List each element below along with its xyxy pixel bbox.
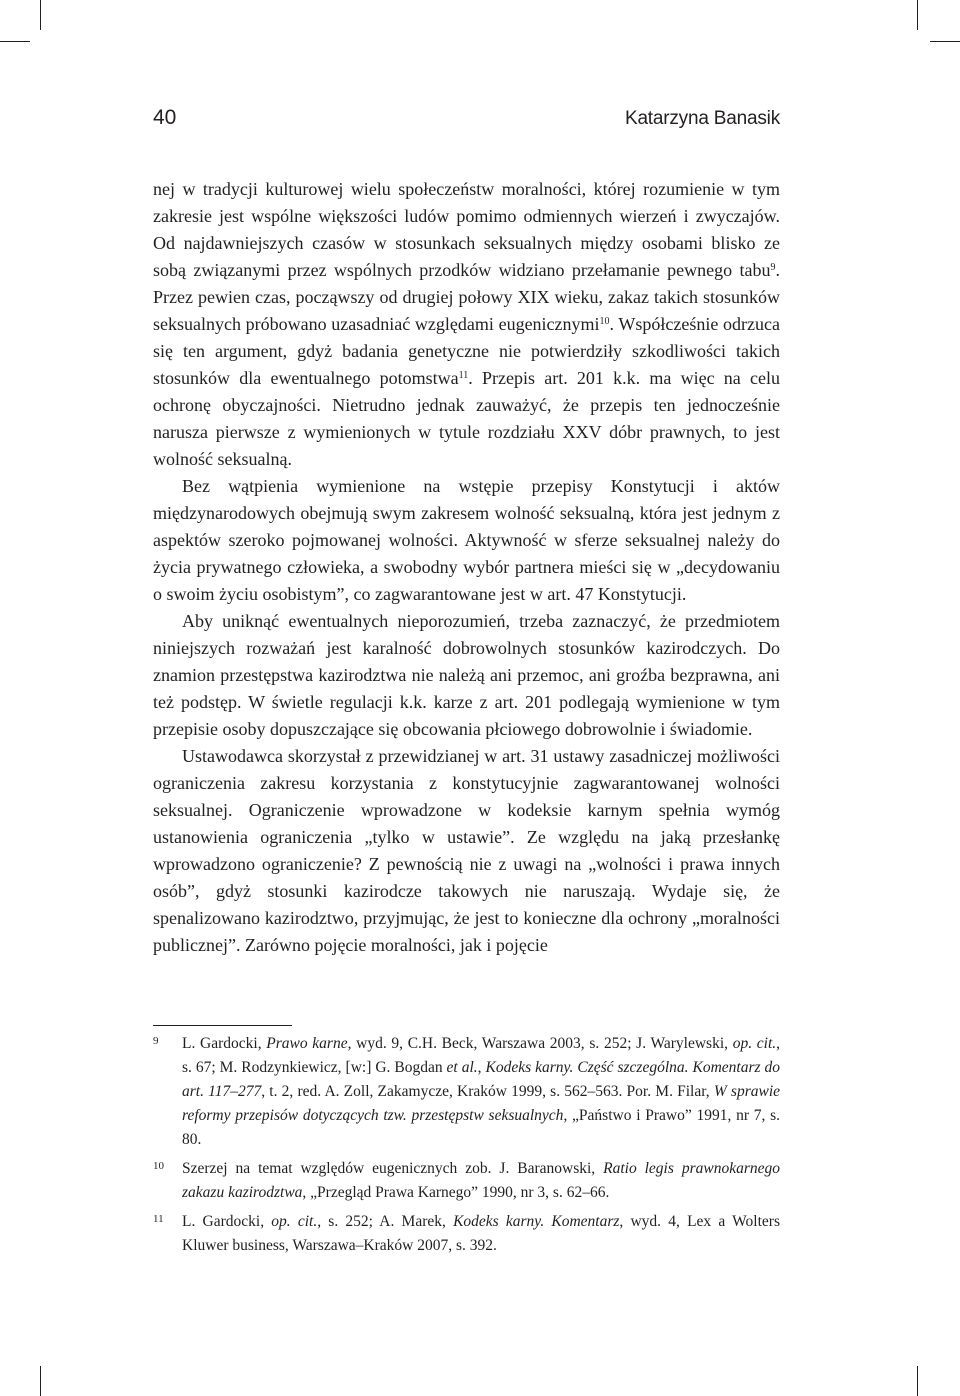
footnote bbox=[153, 1210, 780, 1258]
text-run: , wyd. 9, C.H. Beck, Warszawa 2003, s. 252; J. Warylewski, bbox=[347, 1035, 733, 1052]
footnote-number: 9 bbox=[153, 1035, 159, 1047]
italic-run: et al. bbox=[446, 1059, 478, 1076]
paragraph: Aby uniknąć ewentualnych nieporozumień, trzeba zaznaczyć, że przedmiotem niniejszych rozważań jest karalność dobrowolnych stosunków kazirodczych. Do znamion przestępstwa kazirodztwa nie należą ani przemoc, ani groźba bezprawna, ani też podstęp. W świetle regulacji k.k. karze z art. 201 podlegają wymienione w tym przepisie osoby dopuszczające się obcowania płciowego dobrowolnie i świadomie. bbox=[153, 611, 780, 739]
italic-run: W sprawie reformy przepisów dotyczących tzw. przestępstw seksualnych bbox=[182, 1083, 781, 1124]
footnote-separator bbox=[153, 1025, 292, 1026]
crop-mark bbox=[40, 1366, 41, 1396]
text-run: Szerzej na temat względów eugenicznych zob. J. Baranowski, bbox=[182, 1160, 604, 1177]
footnote-ref: 10 bbox=[599, 316, 610, 327]
crop-mark bbox=[40, 0, 41, 30]
footnote-ref: 9 bbox=[770, 262, 776, 273]
text-run: L. Gardocki, bbox=[182, 1035, 267, 1052]
italic-run: Prawo karne bbox=[266, 1035, 348, 1052]
text-run: , wyd. 4, Lex a Wolters Kluwer business, Warszawa–Kraków 2007, s. 392. bbox=[182, 1213, 780, 1254]
italic-run: Kodeks karny. Część szczególna. Komentarz do art. 117–277 bbox=[182, 1059, 780, 1100]
text-run: . Przepis art. 201 k.k. ma więc na celu ochronę obyczajności. Nietrudno jednak zauważyć, że przepis ten jednocześnie narusza pierwsze z wymienionych w tytule rozdziału XXV dóbr prawnych, to jest wolność seksualną. bbox=[153, 368, 780, 469]
text-run: , s. 67; M. Rodzynkiewicz, [w:] G. Bogdan bbox=[182, 1035, 781, 1076]
paragraph: Bez wątpienia wymienione na wstępie przepisy Konstytucji i aktów międzynarodowych obejmują swym zakresem wolność seksualną, która jest jednym z aspektów szeroko pojmowanej wolności. Aktywność w sferze seksualnej należy do życia prywatnego człowieka, a swobodny wybór partnera mieści się w „decydowaniu o swoim życiu osobistym”, co zagwarantowane jest w art. 47 Konstytucji. bbox=[153, 476, 780, 604]
footnote bbox=[153, 1157, 780, 1205]
crop-mark bbox=[917, 1366, 918, 1396]
text-run: L. Gardocki, bbox=[182, 1213, 272, 1230]
text-run: , „Państwo i Prawo” 1991, nr 7, s. 80. bbox=[182, 1107, 781, 1148]
text-run: . Współcześnie odrzuca się ten argument, gdyż badania genetyczne nie potwierdziły szkodliwości takich stosunków dla ewentualnego potomstwa bbox=[153, 314, 780, 388]
text-run: , t. 2, red. A. Zoll, Zakamycze, Kraków 1999, s. 562–563. Por. M. Filar, bbox=[261, 1083, 714, 1100]
text-run: , s. 252; A. Marek, bbox=[317, 1213, 454, 1230]
italic-run: Kodeks karny. Komentarz bbox=[453, 1213, 620, 1230]
paragraph: Ustawodawca skorzystał z przewidzianej w art. 31 ustawy zasadniczej możliwości ograniczenia zakresu korzystania z konstytucyjnie zagwarantowanej wolności seksualnej. Ograniczenie wprowadzone w kodeksie karnym spełnia wymóg ustanowienia ograniczenia „tylko w ustawie”. Ze względu na jaką przesłankę wprowadzono ograniczenie? Z pewnością nie z uwagi na „wolności i prawa innych osób”, gdyż stosunki kazirodcze takowych nie naruszają. Wydaje się, że spenalizowano kazirodztwo, przyjmując, że jest to konieczne dla ochrony „moralności publicznej”. Zarówno pojęcie moralności, jak i pojęcie bbox=[153, 746, 780, 955]
footnote bbox=[153, 1032, 780, 1152]
page-number: 40 bbox=[153, 106, 177, 129]
text-run: , bbox=[477, 1059, 486, 1076]
crop-mark bbox=[0, 41, 30, 42]
main-text bbox=[153, 176, 780, 959]
footnote-number: 11 bbox=[153, 1213, 164, 1225]
text-run: nej w tradycji kulturowej wielu społeczeństw moralności, której rozumienie w tym zakresie jest wspólne większości ludów pomimo odmiennych wierzeń i zwyczajów. Od najdawniejszych czasów w stosunkach seksualnych między osobami blisko ze sobą związanymi przez wspólnych przodków widziano przełamanie pewnego tabu bbox=[153, 179, 780, 280]
italic-run: op. cit. bbox=[271, 1213, 318, 1230]
text-run: . Przez pewien czas, począwszy od drugiej połowy XIX wieku, zakaz takich stosunków seksualnych próbowano uzasadniać względami eugenicznymi bbox=[153, 260, 780, 334]
footnotes bbox=[153, 1032, 780, 1263]
text-run: , „Przegląd Prawa Karnego” 1990, nr 3, s. 62–66. bbox=[302, 1184, 610, 1201]
italic-run: Ratio legis prawnokarnego zakazu kazirodztwa bbox=[182, 1160, 780, 1201]
paragraph bbox=[153, 176, 780, 473]
italic-run: op. cit. bbox=[732, 1035, 777, 1052]
crop-mark bbox=[917, 0, 918, 30]
running-header bbox=[153, 106, 780, 140]
crop-mark bbox=[930, 41, 960, 42]
footnote-number: 10 bbox=[153, 1160, 164, 1172]
running-author: Katarzyna Banasik bbox=[624, 108, 780, 129]
footnote-ref: 11 bbox=[458, 370, 469, 381]
